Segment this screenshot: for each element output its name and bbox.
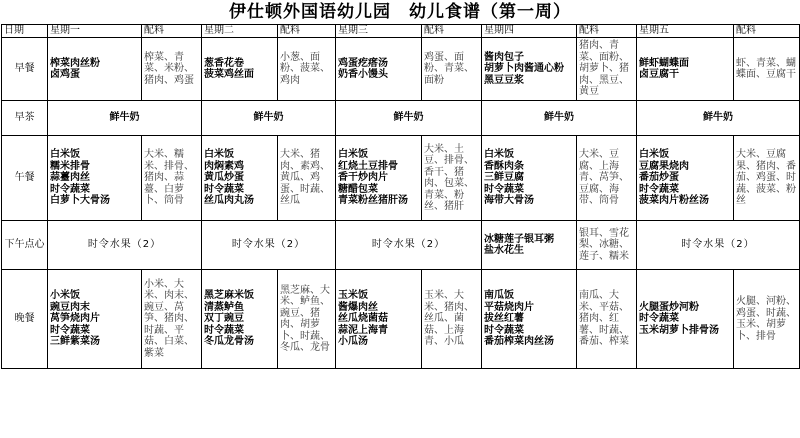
dish-item: 盐水花生: [484, 245, 524, 256]
dish-item: 小瓜汤: [338, 336, 368, 348]
dish-item: 鸡蛋疙瘩汤: [338, 57, 388, 69]
page-title: 伊仕顿外国语幼儿园 幼儿食谱（第一周）: [229, 2, 571, 22]
dishes-cell: [482, 270, 577, 369]
dishes-cell: [336, 38, 422, 101]
tea-cell: 鲜牛奶: [482, 101, 637, 136]
dish-item: 时令蔬菜: [204, 183, 244, 195]
dish-item: 糖醋包菜: [338, 183, 378, 195]
dish-item: 蒜薹肉丝: [50, 172, 90, 184]
dish-item: 香干炒肉片: [338, 172, 388, 184]
ingredients-cell: 鸡蛋、面粉、青菜、面粉: [422, 38, 482, 101]
dish-item: 白米饭: [50, 149, 80, 161]
ingredients-cell: 榨菜、青菜、米粉、猪肉、鸡蛋: [142, 38, 202, 101]
ingredients-header: 配料: [422, 25, 482, 38]
dishes-cell: [48, 38, 142, 101]
fruit-cell: 时令水果（2）: [48, 221, 202, 270]
dish-item: 玉米饭: [338, 290, 368, 302]
dishes-cell: [336, 136, 422, 221]
dish-item: 莴笋烧肉片: [50, 313, 100, 325]
dish-item: 菠菜鸡丝面: [204, 69, 254, 80]
dish-item: 卤鸡蛋: [50, 69, 80, 80]
dish-item: 丝瓜烧菌菇: [338, 313, 388, 325]
dish-item: 三鲜紫菜汤: [50, 336, 100, 348]
dishes-cell: [336, 270, 422, 369]
dish-item: 黑豆豆浆: [484, 74, 524, 86]
dish-item: 酱肉包子: [484, 51, 524, 63]
dishes-cell: [202, 136, 278, 221]
fruit-cell: 时令水果（2）: [202, 221, 336, 270]
tea-cell: 鲜牛奶: [336, 101, 482, 136]
ingredients-header: 配料: [278, 25, 336, 38]
dish-item: 卤豆腐干: [639, 69, 679, 80]
row-label-dinner: 晚餐: [2, 270, 48, 369]
dish-item: 时令蔬菜: [204, 324, 244, 336]
dish-item: 白米饭: [484, 149, 514, 161]
dish-item: 葱香花卷: [204, 57, 244, 69]
dishes-cell: [637, 270, 734, 369]
tea-cell: 鲜牛奶: [48, 101, 202, 136]
ingredients-cell: 虾、青菜、蝴蝶面、豆腐干: [734, 38, 800, 101]
dish-item: 胡萝卜肉酱通心粉: [484, 63, 564, 75]
dish-item: 糯米排骨: [50, 160, 90, 172]
dish-item: 白萝卜大骨汤: [50, 195, 110, 207]
fruit-cell: 时令水果（2）: [637, 221, 800, 270]
header-row: [2, 25, 800, 38]
ingredients-header: 配料: [577, 25, 637, 38]
ingredients-cell: 小葱、面粉、菠菜、鸡肉: [278, 38, 336, 101]
ingredients-cell: 黑芝麻、大米、鲈鱼、豌豆、猪肉、胡萝卜、时蔬、冬瓜、龙骨: [278, 270, 336, 369]
dish-item: 丝瓜肉丸汤: [204, 195, 254, 207]
dishes-cell: [202, 270, 278, 369]
dishes-cell: [48, 136, 142, 221]
dish-item: 红烧土豆排骨: [338, 160, 398, 172]
day-header-tue: 星期二: [202, 25, 278, 38]
tea-cell: 鲜牛奶: [202, 101, 336, 136]
dish-item: 南瓜饭: [484, 290, 514, 302]
dishes-cell: [482, 221, 577, 270]
breakfast-row: [2, 38, 800, 101]
dish-item: 白米饭: [639, 149, 669, 161]
dish-item: 拔丝红薯: [484, 313, 524, 325]
ingredients-cell: 大米、豆腐果、猪肉、番茄、鸡蛋、时蔬、菠菜、粉丝: [734, 136, 800, 221]
ingredients-cell: 火腿、河粉、鸡蛋、时蔬、玉米、胡萝卜、排骨: [734, 270, 800, 369]
dish-item: 蒜泥上海青: [338, 324, 388, 336]
dish-item: 冰糖莲子银耳粥: [484, 233, 554, 245]
dishes-cell: [482, 136, 577, 221]
ingredients-header: 配料: [142, 25, 202, 38]
row-label-lunch: 午餐: [2, 136, 48, 221]
dish-item: 菠菜肉片粉丝汤: [639, 195, 709, 207]
date-header: 日期: [2, 25, 48, 38]
tea-row: [2, 101, 800, 136]
dish-item: 平菇烧肉片: [484, 301, 534, 313]
dish-item: 青菜粉丝猪肝汤: [338, 195, 408, 207]
dish-item: 榨菜肉丝粉: [50, 57, 100, 69]
dishes-cell: [202, 38, 278, 101]
ingredients-cell: 玉米、大米、猪肉、丝瓜、菌菇、上海青、小瓜: [422, 270, 482, 369]
dishes-cell: [482, 38, 577, 101]
ingredients-cell: 南瓜、大米、平菇、猪肉、红薯、时蔬、番茄、榨菜: [577, 270, 637, 369]
ingredients-header: 配料: [734, 25, 800, 38]
dish-item: 番茄榨菜肉丝汤: [484, 336, 554, 348]
dinner-row: [2, 270, 800, 369]
dish-item: 豆腐果烧肉: [639, 160, 689, 172]
ingredients-cell: 大米、豆腐、上海青、莴笋、豆腐、海带、筒骨: [577, 136, 637, 221]
ingredients-cell: 大米、猪肉、素鸡、黄瓜、鸡蛋、时蔬、丝瓜: [278, 136, 336, 221]
dish-item: 清蒸鲈鱼: [204, 301, 244, 313]
dish-item: 海带大骨汤: [484, 195, 534, 207]
dish-item: 白米饭: [338, 149, 368, 161]
dish-item: 豌豆肉末: [50, 301, 90, 313]
day-header-wed: 星期三: [336, 25, 422, 38]
dish-item: 黄瓜炒蛋: [204, 172, 244, 184]
dish-item: 白米饭: [204, 149, 234, 161]
dishes-cell: [637, 136, 734, 221]
dish-item: 时令蔬菜: [50, 183, 90, 195]
ingredients-cell: 银耳、雪花梨、冰糖、莲子、糯米: [577, 221, 637, 270]
snack-row: [2, 221, 800, 270]
dish-item: 火腿蛋炒河粉: [639, 301, 699, 313]
day-header-mon: 星期一: [48, 25, 142, 38]
dish-item: 黑芝麻米饭: [204, 290, 254, 302]
ingredients-cell: 大米、土豆、排骨、香干、猪肉、包菜、青菜、粉丝、猪肝: [422, 136, 482, 221]
dishes-cell: [48, 270, 142, 369]
day-header-thu: 星期四: [482, 25, 577, 38]
dish-item: 奶香小馒头: [338, 69, 388, 80]
dish-item: 时令蔬菜: [639, 313, 679, 325]
dish-item: 冬瓜龙骨汤: [204, 336, 254, 348]
dish-item: 时令蔬菜: [639, 183, 679, 195]
dish-item: 时令蔬菜: [484, 183, 524, 195]
ingredients-cell: 大米、糯米、排骨、猪肉、蒜薹、白萝卜、筒骨: [142, 136, 202, 221]
dish-item: 小米饭: [50, 290, 80, 302]
row-label-tea: 早茶: [2, 101, 48, 136]
weekly-menu-table: [1, 24, 800, 369]
ingredients-cell: 猪肉、青菜、面粉、胡萝卜、猪肉、黑豆、黄豆: [577, 38, 637, 101]
dish-item: 三鲜豆腐: [484, 172, 524, 184]
dish-item: 鲜虾蝴蝶面: [639, 57, 689, 69]
row-label-snack: 下午点心: [2, 221, 48, 270]
row-label-breakfast: 早餐: [2, 38, 48, 101]
tea-cell: 鲜牛奶: [637, 101, 800, 136]
dish-item: 香酥肉条: [484, 160, 524, 172]
dish-item: 肉焖素鸡: [204, 160, 244, 172]
dish-item: 时令蔬菜: [484, 324, 524, 336]
dishes-cell: [637, 38, 734, 101]
fruit-cell: 时令水果（2）: [336, 221, 482, 270]
dish-item: 时令蔬菜: [50, 324, 90, 336]
day-header-fri: 星期五: [637, 25, 734, 38]
dish-item: 玉米胡萝卜排骨汤: [639, 324, 719, 336]
dish-item: 酱爆肉丝: [338, 301, 378, 313]
dish-item: 双丁豌豆: [204, 313, 244, 325]
ingredients-cell: 小米、大米、肉末、豌豆、莴笋、猪肉、时蔬、平菇、白菜、紫菜: [142, 270, 202, 369]
dish-item: 番茄炒蛋: [639, 172, 679, 184]
lunch-row: [2, 136, 800, 221]
